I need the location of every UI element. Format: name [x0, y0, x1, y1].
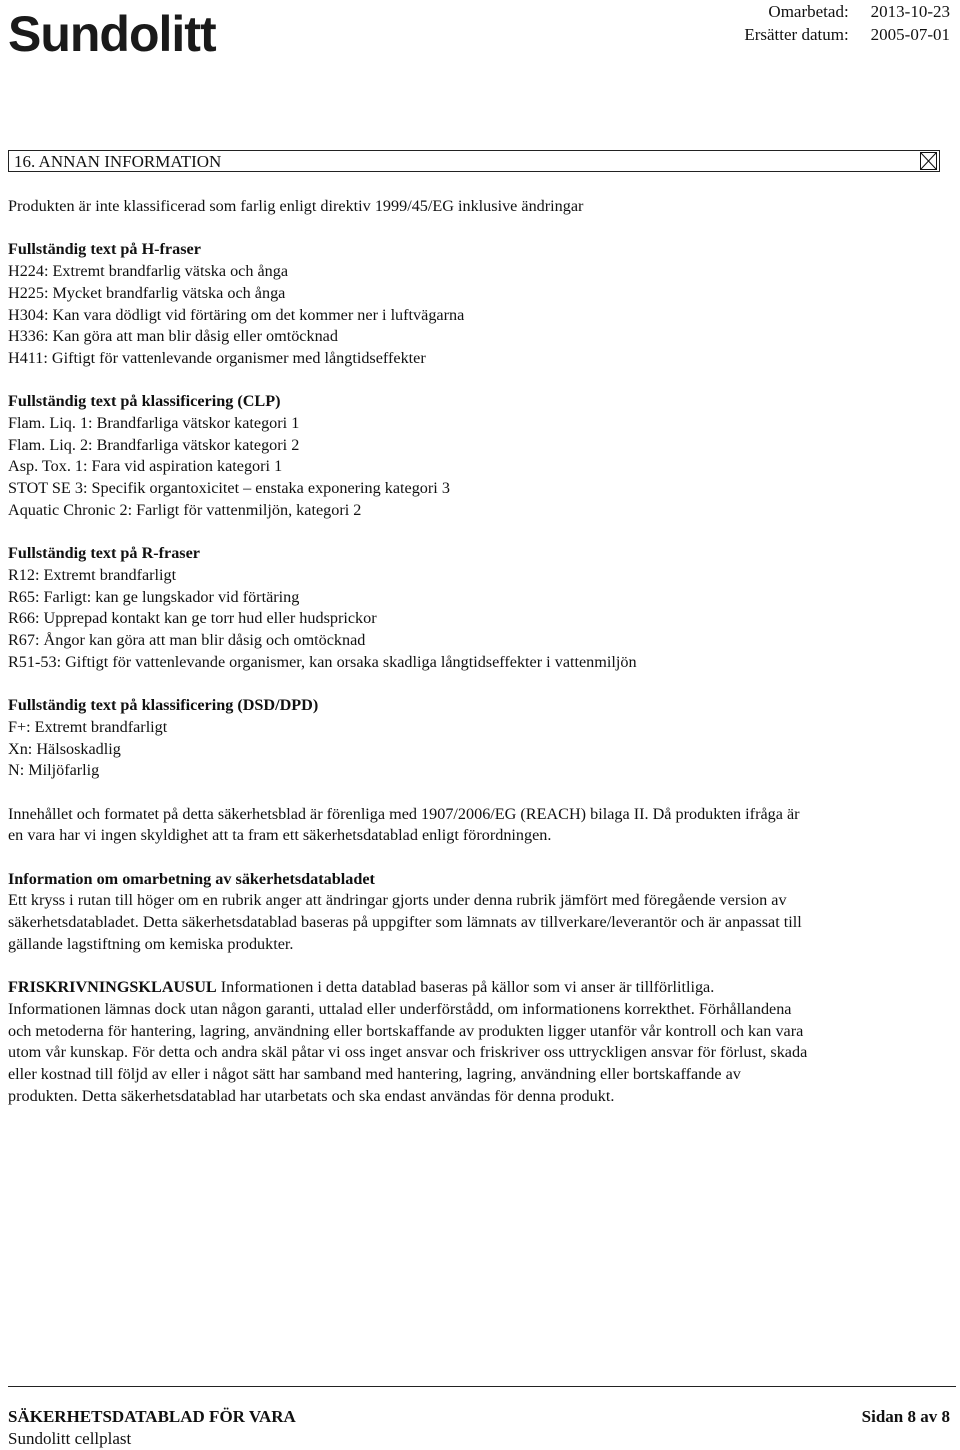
replaces-row: [744, 23, 950, 46]
dsd-line: Xn: Hälsoskadlig: [8, 739, 121, 758]
revised-row: [744, 0, 950, 23]
replaces-label: Ersätter datum:: [744, 25, 849, 44]
section-content: [8, 196, 948, 1107]
clp-line: STOT SE 3: Specifik organtoxicitet – enstaka exponering kategori 3: [8, 479, 450, 498]
revision-text-line: Ett kryss i rutan till höger om en rubrik anger att ändringar gjorts under denna rubrik jämfört med föregående version av: [8, 891, 787, 910]
clp-line: Flam. Liq. 1: Brandfarliga vätskor kategori 1: [8, 414, 300, 432]
dsd-heading: Fullständig text på klassificering (DSD/DPD): [8, 696, 319, 715]
clp-line: Asp. Tox. 1: Fara vid aspiration kategori 1: [8, 457, 283, 476]
disclaimer-line: Informationen lämnas dock utan någon garanti, uttalad eller underförstådd, om informationens korrekthet. Förhållandena: [8, 999, 792, 1018]
r-phrase: R65: Farligt: kan ge lungskador vid förtäring: [8, 587, 300, 606]
section-header: [8, 150, 940, 172]
intro-text: Produkten är inte klassificerad som farlig enligt direktiv 1999/45/EG inklusive ändringar: [8, 197, 584, 215]
revision-heading: Information om omarbetning av säkerhetsdatabladet: [8, 869, 375, 888]
disclaimer-line: produkten. Detta säkerhetsdatablad har utarbetats och ska endast användas för denna produkt.: [8, 1086, 615, 1105]
disclaimer-line: utom vår kunskap. För detta och andra skäl påtar vi oss inget ansvar och friskriver oss uttryckligen ansvar för förlust, skada: [8, 1043, 808, 1062]
dsd-line: N: Miljöfarlig: [8, 761, 100, 780]
replaces-date: 2005-07-01: [870, 25, 950, 44]
revision-text-line: säkerhetsdatabladet. Detta säkerhetsdatablad baseras på uppgifter som lämnats av tillverkare/leverantör och är anpassat till: [8, 913, 802, 932]
r-phrase: R12: Extremt brandfarligt: [8, 565, 177, 584]
clp-heading: Fullständig text på klassificering (CLP): [8, 392, 281, 411]
h-phrase: H225: Mycket brandfarlig vätska och ånga: [8, 283, 286, 302]
clp-line: Flam. Liq. 2: Brandfarliga vätskor kategori 2: [8, 435, 300, 454]
h-phrase: H411: Giftigt för vattenlevande organismer med långtidseffekter: [8, 348, 426, 367]
h-phrase: H304: Kan vara dödligt vid förtäring om det kommer ner i luftvägarna: [8, 305, 465, 324]
r-phrase: R51-53: Giftigt för vattenlevande organismer, kan orsaka skadliga långtidseffekter i vattenmiljön: [8, 652, 637, 671]
checked-box-icon: [920, 152, 937, 170]
revision-info: [744, 0, 950, 46]
disclaimer-heading: FRISKRIVNINGSKLAUSUL: [8, 978, 217, 997]
h-phrase: H336: Kan göra att man blir dåsig eller omtöcknad: [8, 327, 338, 346]
r-phrase: R66: Upprepad kontakt kan ge torr hud eller hudsprickor: [8, 609, 377, 628]
footer-product: Sundolitt cellplast: [8, 1429, 132, 1448]
footer-divider: [8, 1386, 956, 1387]
page-number: Sidan 8 av 8: [861, 1407, 950, 1426]
section-title: 16. ANNAN INFORMATION: [14, 152, 222, 171]
reach-text-line: en vara har vi ingen skyldighet att ta fram ett säkerhetsdatablad enligt förordningen.: [8, 826, 552, 845]
disclaimer-first-line: [8, 977, 948, 999]
h-phrase: H224: Extremt brandfarlig vätska och ånga: [8, 262, 289, 281]
disclaimer-line: eller kostnad till följd av eller i något sätt har samband med hantering, lagring, användning eller bortskaffande av: [8, 1065, 741, 1084]
clp-line: Aquatic Chronic 2: Farligt för vattenmiljön, kategori 2: [8, 500, 362, 519]
footer-doc-title: SÄKERHETSDATABLAD FÖR VARA: [8, 1407, 296, 1426]
disclaimer-line: och metoderna för hantering, lagring, användning eller bortskaffande av produkten ligger utanför vår kontroll och kan vara: [8, 1021, 804, 1040]
revised-date: 2013-10-23: [870, 2, 950, 21]
revision-text-line: gällande lagstiftning om kemiska produkter.: [8, 934, 294, 953]
company-logo: Sundolitt: [8, 6, 216, 62]
r-phrases-heading: Fullständig text på R-fraser: [8, 544, 200, 563]
reach-text-line: Innehållet och formatet på detta säkerhetsblad är förenliga med 1907/2006/EG (REACH) bilaga II. Då produkten ifråga är: [8, 804, 800, 823]
dsd-line: F+: Extremt brandfarligt: [8, 717, 168, 736]
disclaimer-first-text: Informationen i detta datablad baseras på källor som vi anser är tillförlitliga.: [216, 978, 715, 997]
revised-label: Omarbetad:: [768, 2, 849, 21]
r-phrase: R67: Ångor kan göra att man blir dåsig och omtöcknad: [8, 631, 366, 650]
footer-left: [8, 1406, 296, 1450]
h-phrases-heading: Fullständig text på H-fraser: [8, 240, 201, 259]
